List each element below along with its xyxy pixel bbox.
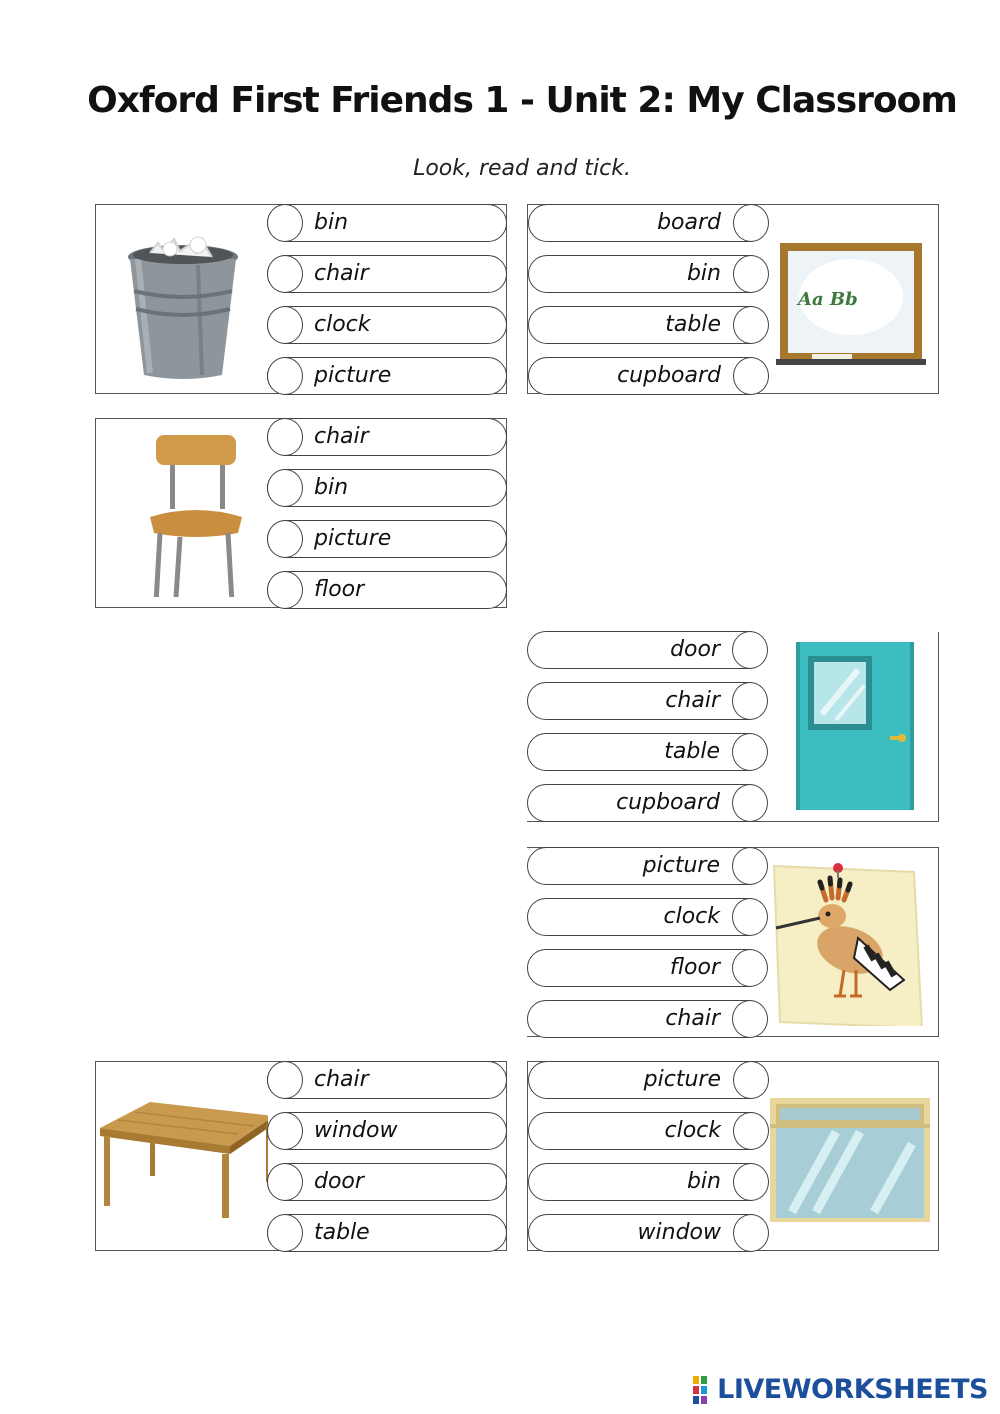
option-row[interactable]: [528, 1163, 768, 1201]
tick-circle[interactable]: [267, 1061, 303, 1099]
option-row[interactable]: [267, 1163, 507, 1201]
board-text: Aa Bb: [798, 289, 858, 310]
option-label: clock: [663, 904, 720, 929]
option-row[interactable]: [267, 204, 507, 242]
tick-circle[interactable]: [732, 682, 768, 720]
tick-circle[interactable]: [732, 898, 768, 936]
tick-circle[interactable]: [267, 571, 303, 609]
option-label: window: [314, 1118, 398, 1143]
tick-circle[interactable]: [732, 733, 768, 771]
tick-circle[interactable]: [267, 1163, 303, 1201]
option-row[interactable]: [267, 357, 507, 395]
option-label: chair: [665, 1006, 720, 1031]
exercise-chair: [95, 418, 507, 608]
option-row[interactable]: [267, 255, 507, 293]
tick-circle[interactable]: [733, 1061, 769, 1099]
option-label: bin: [686, 261, 721, 286]
option-label: clock: [314, 312, 371, 337]
tick-circle[interactable]: [733, 1214, 769, 1252]
exercise-table: [95, 1061, 507, 1251]
option-row[interactable]: [527, 847, 767, 885]
page-title: Oxford First Friends 1 - Unit 2: My Classroom: [87, 80, 957, 121]
board-picture: [766, 215, 936, 383]
table-picture: [98, 1072, 268, 1240]
tick-circle[interactable]: [267, 1112, 303, 1150]
tick-circle[interactable]: [733, 204, 769, 242]
option-label: chair: [314, 1067, 369, 1092]
option-label: board: [657, 210, 721, 235]
door-picture: [766, 642, 936, 810]
option-row[interactable]: [267, 1061, 507, 1099]
tick-circle[interactable]: [732, 1000, 768, 1038]
tick-circle[interactable]: [732, 631, 768, 669]
option-label: chair: [314, 424, 369, 449]
exercise-board: [527, 204, 939, 394]
tick-circle[interactable]: [267, 204, 303, 242]
option-label: bin: [314, 210, 349, 235]
option-row[interactable]: [528, 1061, 768, 1099]
window-picture: [766, 1072, 936, 1240]
option-label: picture: [642, 853, 720, 878]
option-row[interactable]: [267, 520, 507, 558]
chair-picture: [98, 429, 268, 597]
brand-logo[interactable]: [693, 1374, 988, 1405]
tick-circle[interactable]: [733, 1112, 769, 1150]
tick-circle[interactable]: [732, 949, 768, 987]
option-row[interactable]: [528, 357, 768, 395]
option-row[interactable]: [527, 784, 767, 822]
tick-circle[interactable]: [267, 469, 303, 507]
option-label: cupboard: [617, 363, 721, 388]
tick-circle[interactable]: [733, 357, 769, 395]
option-label: table: [314, 1220, 370, 1245]
option-row[interactable]: [528, 255, 768, 293]
option-row[interactable]: [528, 1214, 768, 1252]
option-label: bin: [686, 1169, 721, 1194]
option-row[interactable]: [267, 469, 507, 507]
option-row[interactable]: [527, 631, 767, 669]
option-row[interactable]: [528, 204, 768, 242]
brand-name: LIVEWORKSHEETS: [717, 1374, 988, 1405]
tick-circle[interactable]: [267, 357, 303, 395]
tick-circle[interactable]: [732, 784, 768, 822]
tick-circle[interactable]: [267, 520, 303, 558]
tick-circle[interactable]: [732, 847, 768, 885]
exercise-door: [527, 632, 939, 822]
tick-circle[interactable]: [733, 306, 769, 344]
option-label: floor: [314, 577, 365, 602]
option-row[interactable]: [527, 898, 767, 936]
option-row[interactable]: [527, 733, 767, 771]
exercise-window: [527, 1061, 939, 1251]
option-row[interactable]: [527, 682, 767, 720]
option-row[interactable]: [527, 949, 767, 987]
instruction-text: Look, read and tick.: [413, 156, 631, 181]
option-row[interactable]: [267, 1112, 507, 1150]
option-row[interactable]: [267, 571, 507, 609]
exercise-picture: [527, 847, 939, 1037]
option-row[interactable]: [267, 1214, 507, 1252]
option-label: clock: [664, 1118, 721, 1143]
tick-circle[interactable]: [267, 1214, 303, 1252]
tick-circle[interactable]: [267, 255, 303, 293]
option-row[interactable]: [267, 306, 507, 344]
liveworksheets-icon: [693, 1376, 715, 1404]
tick-circle[interactable]: [733, 1163, 769, 1201]
option-label: door: [670, 637, 720, 662]
option-label: picture: [314, 363, 392, 388]
option-label: window: [637, 1220, 721, 1245]
option-label: chair: [665, 688, 720, 713]
picture-picture: [766, 858, 936, 1026]
option-row[interactable]: [527, 1000, 767, 1038]
tick-circle[interactable]: [267, 418, 303, 456]
tick-circle[interactable]: [733, 255, 769, 293]
option-row[interactable]: [528, 1112, 768, 1150]
option-row[interactable]: [528, 306, 768, 344]
option-label: cupboard: [616, 790, 720, 815]
bin-picture: [98, 215, 268, 383]
option-label: table: [665, 312, 721, 337]
option-label: bin: [314, 475, 349, 500]
exercise-bin: [95, 204, 507, 394]
tick-circle[interactable]: [267, 306, 303, 344]
option-label: floor: [669, 955, 720, 980]
option-row[interactable]: [267, 418, 507, 456]
option-label: table: [664, 739, 720, 764]
option-label: door: [314, 1169, 364, 1194]
option-label: picture: [314, 526, 392, 551]
option-label: chair: [314, 261, 369, 286]
option-label: picture: [643, 1067, 721, 1092]
